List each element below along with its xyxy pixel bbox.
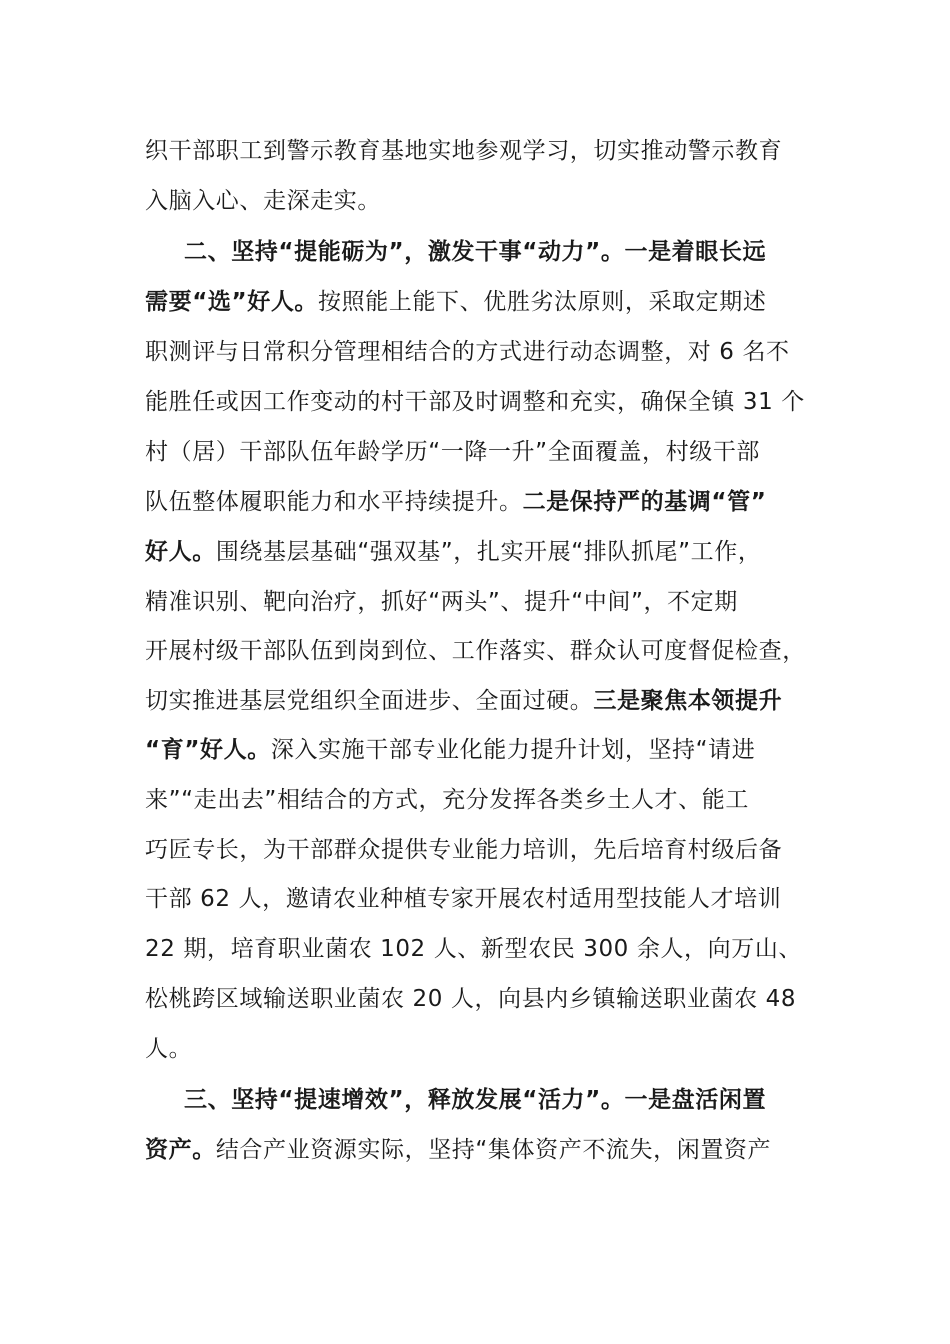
text-run: 切实推进基层党组织全面进步、全面过硬。 [145,688,594,714]
text-line [145,186,815,216]
text-line [145,1034,815,1064]
text-run: 村（居）干部队伍年龄学历“一降一升”全面覆盖，村级干部 [145,439,761,465]
heading-run: 三、坚持“提速增效”，释放发展“活力”。一是盘活闲置 [184,1087,767,1113]
text-line [145,735,815,765]
bold-run: 资产。 [145,1137,216,1163]
text-run: 围绕基层基础“强双基”，扎实开展“排队抓尾”工作， [215,539,762,565]
text-run: 人。 [145,1036,193,1062]
text-run: 巧匠专长，为干部群众提供专业能力培训，先后培育村级后备 [145,837,783,863]
text-run: 职测评与日常积分管理相结合的方式进行动态调整，对 6 名不 [145,339,790,365]
text-line [145,1135,815,1165]
text-line [145,884,815,914]
text-run: 来”“走出去”相结合的方式，充分发挥各类乡土人才、能工 [145,787,749,813]
bold-run: “育”好人。 [145,737,271,763]
text-run: 深入实施干部专业化能力提升计划，坚持“请进 [270,737,756,763]
text-run: 队伍整体履职能力和水平持续提升。 [145,489,523,515]
text-line [145,835,815,865]
text-run: 松桃跨区域输送职业菌农 20 人，向县内乡镇输送职业菌农 48 [145,986,797,1012]
text-run: 能胜任或因工作变动的村干部及时调整和充实，确保全镇 31 个 [145,389,805,415]
bold-run: 需要“选”好人。 [145,289,319,315]
text-line [145,984,815,1014]
text-run: 22 期，培育职业菌农 102 人、新型农民 300 余人，向万山、 [145,936,803,962]
bold-run: 二是保持严的基调“管” [522,489,767,515]
text-line [145,537,815,567]
text-run: 结合产业资源实际，坚持“集体资产不流失，闲置资产 [215,1137,772,1163]
section-heading [184,237,815,267]
text-line [145,337,815,367]
text-line [145,636,815,666]
text-run: 精准识别、靶向治疗，抓好“两头”、提升“中间”，不定期 [145,589,738,615]
text-line [145,934,815,964]
text-line [145,785,815,815]
bold-run: 好人。 [145,539,216,565]
bold-run: 三是聚焦本领提升 [593,688,783,714]
heading-run: 二、坚持“提能砺为”，激发干事“动力”。一是着眼长远 [184,239,767,265]
text-run: 入脑入心、走深走实。 [145,188,381,214]
text-run: 开展村级干部队伍到岗到位、工作落实、群众认可度督促检查， [145,638,806,664]
text-run: 织干部职工到警示教育基地实地参观学习，切实推动警示教育 [145,138,783,164]
section-heading [184,1085,815,1115]
text-line [145,287,815,317]
text-line [145,587,815,617]
text-line [145,136,815,166]
text-run: 按照能上能下、优胜劣汰原则，采取定期述 [318,289,767,315]
text-line [145,437,815,467]
text-line [145,487,815,517]
text-run: 干部 62 人，邀请农业种植专家开展农村适用型技能人才培训 [145,886,782,912]
text-line [145,686,815,716]
text-line [145,387,815,417]
